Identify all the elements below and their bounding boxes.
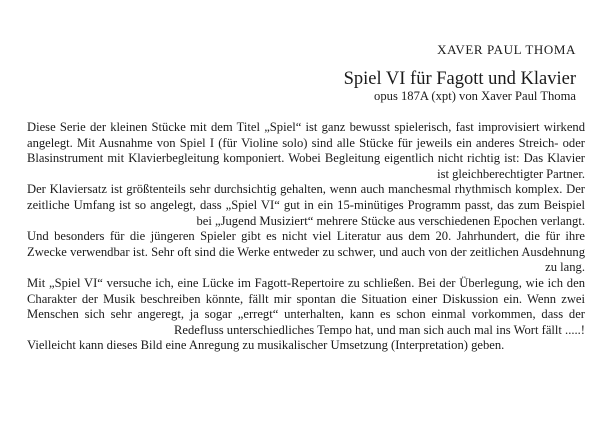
paragraph: Der Klaviersatz ist größtenteils sehr durchsichtig gehalten, wenn auch manchesmal rhythmisch komplex. Der zeitliche Umfang ist so angelegt, dass „Spiel VI“ gut in ein 15-minütiges Programm passt, das zum Beispiel bei „Jugend Musiziert“ mehrere Stücke aus verschiedenen Epochen verlangt. — [27, 182, 585, 228]
paragraph: Mit „Spiel VI“ versuche ich, eine Lücke im Fagott-Repertoire zu schließen. Bei der Überlegung, wie ich den Charakter der Musik beschreiben könnte, fällt mir spontan die Situation einer Diskussion ein. Wenn zwei Menschen sich sehr angeregt, ja sogar „erregt“ unterhalten, kann es schon einmal vorkommen, dass der Redefluss unterschiedliches Tempo hat, und man sich auch mal ins Wort fällt .....! — [27, 275, 585, 337]
body-text — [27, 120, 585, 354]
paragraph: Vielleicht kann dieses Bild eine Anregung zu musikalischer Umsetzung (Interpretation) geben. — [27, 338, 505, 353]
page-subtitle: opus 187A (xpt) von Xaver Paul Thoma — [374, 89, 576, 103]
page-title: Spiel VI für Fagott und Klavier — [343, 69, 576, 89]
paragraph: Diese Serie der kleinen Stücke mit dem Titel „Spiel“ ist ganz bewusst spielerisch, fast improvisiert wirkend angelegt. Mit Ausnahme von Spiel I (für Violine solo) sind alle Stücke für jeweils ein anderes Streich- oder Blasinstrument mit Klavierbegleitung komponiert. Wobei Begleitung eigentlich nicht richtig ist: Das Klavier ist gleichberechtigter Partner. — [27, 120, 585, 181]
title-block — [344, 69, 576, 103]
paragraph: Und besonders für die jüngeren Spieler gibt es nicht viel Literatur aus dem 20. Jahrhundert, die für ihre Zwecke verwendbar ist. Sehr oft sind die Werke entweder zu schwer, und auch von der zeitlichen Ausdehnung zu lang. — [27, 229, 585, 275]
author-header: XAVER PAUL THOMA — [437, 42, 576, 57]
